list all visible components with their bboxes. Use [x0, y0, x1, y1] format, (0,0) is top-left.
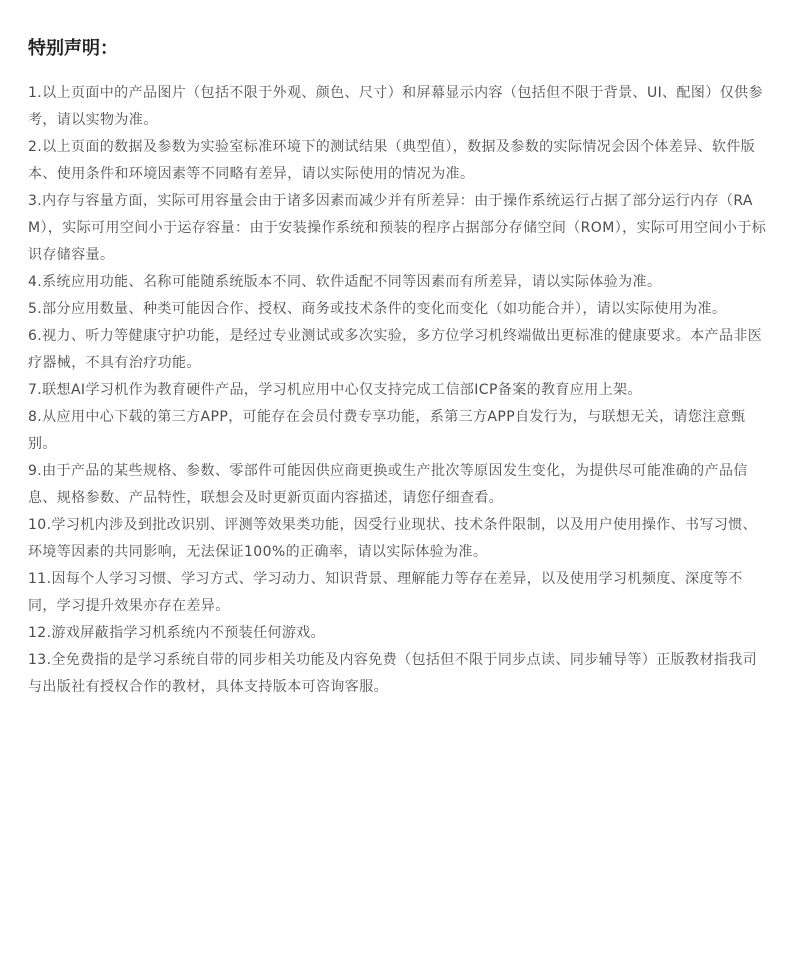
disclaimer-item-5: 5.部分应用数量、种类可能因合作、授权、商务或技术条件的变化而变化（如功能合并），请以实际使用为准。 [28, 301, 727, 317]
disclaimer-item-4: 4.系统应用功能、名称可能随系统版本不同、软件适配不同等因素而有所差异，请以实际体验为准。 [28, 274, 662, 290]
page-title: 特别声明： [28, 38, 118, 59]
disclaimer-list [28, 80, 768, 701]
disclaimer-section [28, 36, 768, 701]
disclaimer-item-10: 10.学习机内涉及到批改识别、评测等效果类功能，因受行业现状、技术条件限制，以及用户使用操作、书写习惯、环境等因素的共同影响，无法保证100%的正确率，请以实际体验为准。 [28, 517, 758, 560]
disclaimer-item-6: 6.视力、听力等健康守护功能，是经过专业测试或多次实验，多方位学习机终端做出更标准的健康要求。本产品非医疗器械，不具有治疗功能。 [28, 328, 763, 371]
disclaimer-item-3: 3.内存与容量方面，实际可用容量会由于诸多因素而减少并有所差异：由于操作系统运行占据了部分运行内存（RAM），实际可用空间小于运存容量：由于安装操作系统和预装的程序占据部分存储空间（ROM），实际可用空间小于标识存储容量。 [28, 193, 767, 263]
disclaimer-item-12: 12.游戏屏蔽指学习机系统内不预装任何游戏。 [28, 625, 326, 641]
disclaimer-item-13: 13.全免费指的是学习系统自带的同步相关功能及内容免费（包括但不限于同步点读、同步辅导等）正版教材指我司与出版社有授权合作的教材，具体支持版本可咨询客服。 [28, 652, 758, 695]
disclaimer-item-11: 11.因每个人学习习惯、学习方式、学习动力、知识背景、理解能力等存在差异，以及使用学习机频度、深度等不同，学习提升效果亦存在差异。 [28, 571, 743, 614]
disclaimer-item-9: 9.由于产品的某些规格、参数、零部件可能因供应商更换或生产批次等原因发生变化，为提供尽可能准确的产品信息、规格参数、产品特性，联想会及时更新页面内容描述，请您仔细查看。 [28, 463, 748, 506]
disclaimer-item-2: 2.以上页面的数据及参数为实验室标准环境下的测试结果（典型值），数据及参数的实际情况会因个体差异、软件版本、使用条件和环境因素等不同略有差异，请以实际使用的情况为准。 [28, 139, 756, 182]
disclaimer-item-8: 8.从应用中心下载的第三方APP，可能存在会员付费专享功能，系第三方APP自发行为，与联想无关，请您注意甄别。 [28, 409, 746, 452]
disclaimer-item-7: 7.联想AI学习机作为教育硬件产品，学习机应用中心仅支持完成工信部ICP备案的教育应用上架。 [28, 382, 642, 398]
disclaimer-item-1: 1.以上页面中的产品图片（包括不限于外观、颜色、尺寸）和屏幕显示内容（包括但不限于背景、UI、配图）仅供参考，请以实物为准。 [28, 85, 763, 128]
